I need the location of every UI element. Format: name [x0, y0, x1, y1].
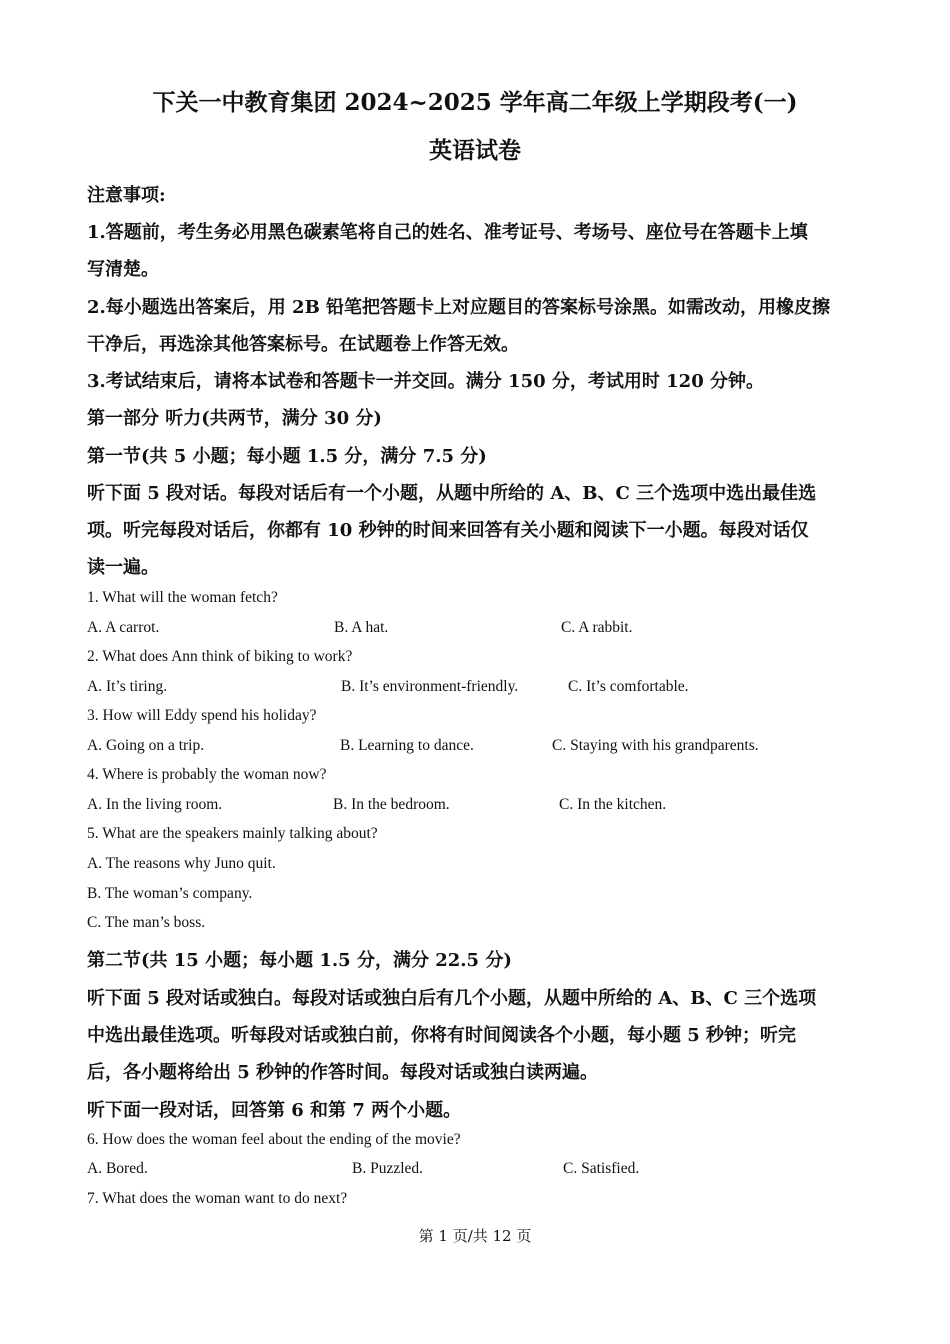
- question-5-option-a: A. The reasons why Juno quit.: [87, 855, 276, 872]
- question-1-option-b: B. A hat.: [334, 619, 389, 636]
- question-1-stem: 1. What will the woman fetch?: [87, 589, 278, 606]
- question-6-option-b: B. Puzzled.: [352, 1160, 424, 1177]
- question-3-option-c: C. Staying with his grandparents.: [552, 737, 759, 754]
- question-4-stem: 4. Where is probably the woman now?: [87, 766, 327, 783]
- section1-instruction-line-2: 项。听完每段对话后，你都有 10 秒钟的时间来回答有关小题和阅读下一小题。每段对话仅: [87, 520, 809, 541]
- section2-instruction-line-3: 后，各小题将给出 5 秒钟的作答时间。每段对话或独白读两遍。: [87, 1062, 599, 1083]
- note-3: 3.考试结束后，请将本试卷和答题卡一并交回。满分 150 分，考试用时 120 分钟。: [87, 371, 765, 392]
- question-2-option-b: B. It’s environment-friendly.: [341, 678, 519, 695]
- question-7-stem: 7. What does the woman want to do next?: [87, 1190, 348, 1207]
- question-3-option-a: A. Going on a trip.: [87, 737, 205, 754]
- question-4-option-a: A. In the living room.: [87, 796, 223, 813]
- question-3-option-b: B. Learning to dance.: [340, 737, 474, 754]
- section1-instruction-line-3: 读一遍。: [87, 557, 159, 578]
- section2-instruction-line-2: 中选出最佳选项。听每段对话或独白前，你将有时间阅读各个小题，每小题 5 秒钟；听完: [87, 1025, 797, 1046]
- question-1-option-a: A. A carrot.: [87, 619, 160, 636]
- section1-heading: 第一节(共 5 小题；每小题 1.5 分，满分 7.5 分): [87, 446, 487, 467]
- section2-instruction-line-1: 听下面 5 段对话或独白。每段对话或独白后有几个小题，从题中所给的 A、B、C 三个选项: [87, 988, 817, 1009]
- question-5-stem: 5. What are the speakers mainly talking about?: [87, 825, 378, 842]
- question-4-option-b: B. In the bedroom.: [333, 796, 450, 813]
- question-3-stem: 3. How will Eddy spend his holiday?: [87, 707, 317, 724]
- section1-instruction-line-1: 听下面 5 段对话。每段对话后有一个小题，从题中所给的 A、B、C 三个选项中选出最佳选: [87, 483, 817, 504]
- page-footer: 第 1 页/共 12 页: [418, 1227, 532, 1245]
- question-1-option-c: C. A rabbit.: [561, 619, 633, 636]
- question-6-stem: 6. How does the woman feel about the ending of the movie?: [87, 1131, 461, 1148]
- note-1-line-2: 写清楚。: [87, 259, 159, 280]
- question-2-option-a: A. It’s tiring.: [87, 678, 168, 695]
- question-5-option-c: C. The man’s boss.: [87, 914, 206, 931]
- question-5-option-b: B. The woman’s company.: [87, 885, 253, 902]
- note-2-line-1: 2.每小题选出答案后，用 2B 铅笔把答题卡上对应题目的答案标号涂黑。如需改动，用橡皮擦: [87, 297, 831, 318]
- note-1-line-1: 1.答题前，考生务必用黑色碳素笔将自己的姓名、准考证号、考场号、座位号在答题卡上填: [87, 222, 808, 243]
- question-2-option-c: C. It’s comfortable.: [568, 678, 689, 695]
- question-6-option-c: C. Satisfied.: [563, 1160, 640, 1177]
- question-4-option-c: C. In the kitchen.: [559, 796, 667, 813]
- exam-subtitle: 英语试卷: [429, 137, 521, 164]
- section2-sub-instruction: 听下面一段对话，回答第 6 和第 7 两个小题。: [87, 1100, 462, 1121]
- question-2-stem: 2. What does Ann think of biking to work?: [87, 648, 353, 665]
- section2-heading: 第二节(共 15 小题；每小题 1.5 分，满分 22.5 分): [87, 950, 512, 971]
- notes-heading: 注意事项:: [87, 185, 166, 206]
- note-2-line-2: 干净后，再选涂其他答案标号。在试题卷上作答无效。: [87, 334, 519, 355]
- question-6-option-a: A. Bored.: [87, 1160, 148, 1177]
- exam-title: 下关一中教育集团 2024~2025 学年高二年级上学期段考(一): [152, 89, 798, 116]
- part1-heading: 第一部分 听力(共两节，满分 30 分): [87, 408, 382, 429]
